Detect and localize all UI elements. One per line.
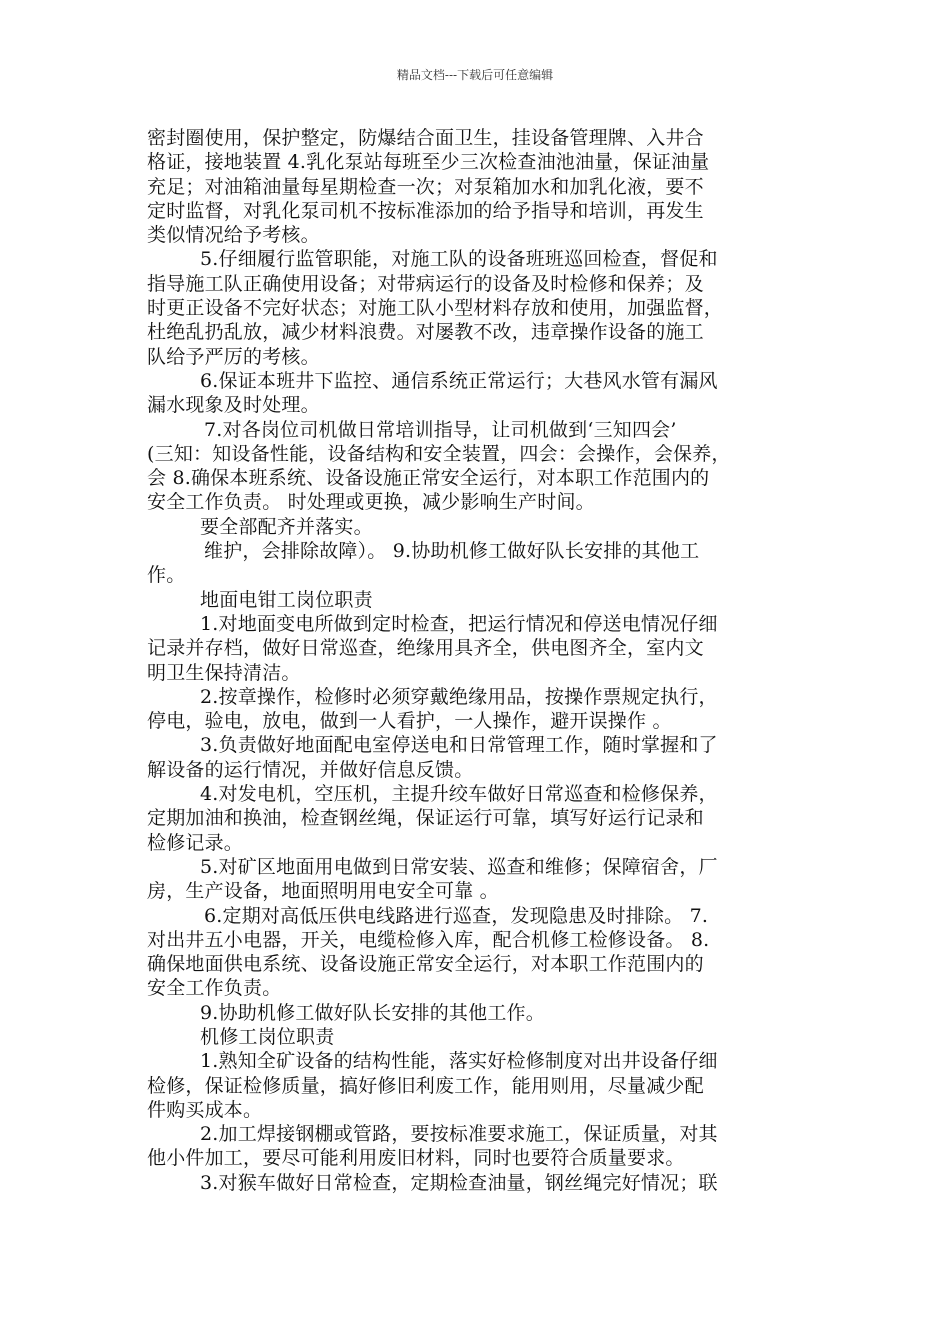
text-line: 4.对发电机，空压机，主提升绞车做好日常巡查和检修保养，	[200, 783, 718, 806]
text-line: 3.对猴车做好日常检查，定期检查油量，钢丝绳完好情况；联	[200, 1171, 718, 1194]
text-line: 检修，保证检修质量，搞好修旧利废工作，能用则用，尽量减少配	[147, 1074, 704, 1097]
text-line: 指导施工队正确使用设备；对带病运行的设备及时检修和保养；及	[147, 272, 704, 295]
text-line: 时更正设备不完好状态；对施工队小型材料存放和使用，加强监督，	[147, 297, 724, 320]
text-line: 房，生产设备，地面照明用电安全可靠 。	[147, 880, 499, 903]
text-line: 1.熟知全矿设备的结构性能，落实好检修制度对出井设备仔细	[200, 1050, 718, 1073]
text-line: 6.定期对高低压供电线路进行巡查，发现隐患及时排除。 7.	[204, 904, 709, 927]
text-line: 1.对地面变电所做到定时检查，把运行情况和停送电情况仔细	[200, 612, 718, 635]
text-line: 6.保证本班井下监控、通信系统正常运行；大巷风水管有漏风	[200, 369, 718, 392]
text-line: 5.仔细履行监管职能，对施工队的设备班班巡回检查，督促和	[200, 248, 718, 271]
text-line: 件购买成本。	[147, 1098, 263, 1121]
text-line: 明卫生保持清洁。	[147, 661, 301, 684]
text-line: 要全部配齐并落实。	[200, 515, 373, 538]
text-line: 安全工作负责。	[147, 977, 282, 1000]
text-line: 确保地面供电系统、设备设施正常安全运行，对本职工作范围内的	[147, 953, 704, 976]
text-line: 安全工作负责。 时处理或更换，减少影响生产时间。	[147, 491, 595, 514]
text-line: 密封圈使用，保护整定，防爆结合面卫生，挂设备管理牌、入井合	[147, 127, 704, 149]
text-line: 作。	[147, 564, 186, 587]
text-line: 类似情况给予考核。	[147, 224, 320, 247]
text-line: 9.协助机修工做好队长安排的其他工作。	[200, 1001, 545, 1024]
text-line: 对出井五小电器，开关，电缆检修入库，配合机修工检修设备。 8.	[147, 928, 710, 951]
text-line: 他小件加工，要尽可能利用废旧材料，同时也要符合质量要求。	[147, 1147, 685, 1170]
text-line: 7.对各岗位司机做日常培训指导，让司机做到‘三知四会’	[204, 418, 677, 441]
text-line: 定期加油和换油，检查钢丝绳，保证运行可靠，填写好运行记录和	[147, 807, 704, 830]
text-line: 地面电钳工岗位职责	[200, 588, 373, 611]
text-line: 3.负责做好地面配电室停送电和日常管理工作，随时掌握和了	[200, 734, 718, 757]
document-body	[147, 126, 817, 1195]
text-line: 2.按章操作，检修时必须穿戴绝缘用品，按操作票规定执行，	[200, 685, 718, 708]
text-line: 维护，会排除故障）。 9.协助机修工做好队长安排的其他工	[204, 540, 700, 563]
text-line: 记录并存档，做好日常巡查，绝缘用具齐全，供电图齐全，室内文	[147, 637, 704, 660]
text-line: 杜绝乱扔乱放，减少材料浪费。对屡教不改，违章操作设备的施工	[147, 321, 704, 344]
text-line: 2.加工焊接钢棚或管路，要按标准要求施工，保证质量，对其	[200, 1123, 718, 1146]
text-line: 定时监督，对乳化泵司机不按标准添加的给予指导和培训，再发生	[147, 199, 704, 222]
text-line: 5.对矿区地面用电做到日常安装、巡查和维修；保障宿舍，厂	[200, 855, 718, 878]
text-line: 充足；对油箱油量每星期检查一次；对泵箱加水和加乳化液，要不	[147, 175, 704, 198]
text-line: 解设备的运行情况，并做好信息反馈。	[147, 758, 474, 781]
text-line: 会 8.确保本班系统、设备设施正常安全运行，对本职工作范围内的	[147, 467, 710, 490]
text-line: 漏水现象及时处理。	[147, 394, 320, 417]
text-line: 检修记录。	[147, 831, 244, 854]
text-line: 格证，接地装置 4.乳化泵站每班至少三次检查油池油量，保证油量	[147, 151, 710, 174]
page-header: 精品文档---下载后可任意编辑	[396, 68, 554, 82]
text-line: 队给予严厉的考核。	[147, 345, 320, 368]
text-line: 机修工岗位职责	[200, 1025, 335, 1048]
text-line: 停电，验电，放电，做到一人看护，一人操作，避开误操作 。	[147, 710, 672, 733]
text-line: (三知：知设备性能，设备结构和安全装置，四会：会操作，会保养，	[147, 442, 731, 465]
